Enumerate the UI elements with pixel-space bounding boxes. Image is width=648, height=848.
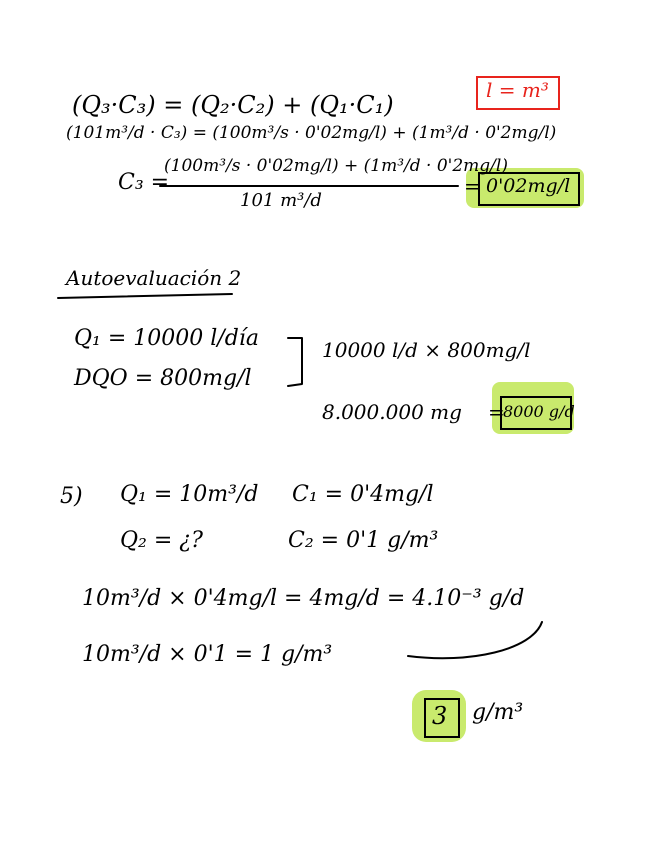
- q1-value: Q₁ = 10000 l/día: [74, 326, 259, 351]
- dqo-value: DQO = 800mg/l: [74, 366, 252, 391]
- c2-problem5: C₂ = 0'1 g/m³: [288, 528, 439, 553]
- answer-value-3: 3: [432, 702, 448, 730]
- mass-balance-line-2: (101m³/d · C₃) = (100m³/s · 0'02mg/l) + (1m³/d · 0'2mg/l): [66, 123, 557, 143]
- answer-8000: 8000 g/d: [503, 402, 575, 421]
- note-text-red: l = m³: [486, 78, 549, 102]
- c3-numerator: (100m³/s · 0'02mg/l) + (1m³/d · 0'2mg/l): [164, 156, 508, 176]
- q1-problem5: Q₁ = 10m³/d: [120, 482, 259, 507]
- calc-line-problem5-1: 10m³/d × 0'4mg/l = 4mg/d = 4.10⁻³ g/d: [82, 586, 525, 611]
- calc-equals: =: [488, 400, 505, 424]
- c3-denominator: 101 m³/d: [240, 190, 322, 211]
- right-bracket: [288, 338, 302, 386]
- problem-number: 5): [60, 484, 83, 509]
- title-underline: [58, 294, 232, 298]
- calc-line-2: 8.000.000 mg: [322, 400, 462, 424]
- calc-line-problem5-2: 10m³/d × 0'1 = 1 g/m³: [82, 642, 333, 667]
- answer-unit: g/m³: [472, 700, 524, 725]
- mass-balance-line-1: (Q₃·C₃) = (Q₂·C₂) + (Q₁·C₁): [72, 91, 394, 119]
- c3-answer: 0'02mg/l: [486, 175, 571, 197]
- c1-problem5: C₁ = 0'4mg/l: [292, 482, 434, 507]
- q2-problem5: Q₂ = ¿?: [120, 528, 203, 553]
- c3-equals: =: [464, 174, 481, 198]
- c3-label: C₃ =: [118, 170, 170, 195]
- section-title: Autoevaluación 2: [66, 266, 242, 290]
- calc-line-1: 10000 l/d × 800mg/l: [322, 338, 531, 362]
- arrow-curve: [408, 622, 542, 658]
